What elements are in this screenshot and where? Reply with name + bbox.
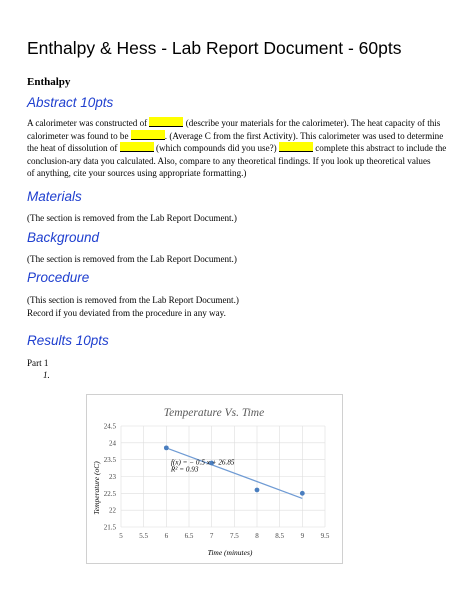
chart-grid (121, 426, 325, 527)
chart-ticks (104, 423, 330, 541)
results-part-label: Part 1 (27, 358, 49, 368)
results-item-number: 1. (43, 370, 50, 380)
procedure-heading: Procedure (27, 270, 90, 285)
procedure-paragraph (27, 294, 452, 319)
abstract-heading: Abstract 10pts (27, 95, 114, 110)
section-subtitle: Enthalpy (27, 76, 71, 88)
y-tick-label: 22.5 (103, 489, 116, 498)
abstract-text: (describe your materials for the calorimeter). The heat capacity of this (183, 118, 441, 128)
abstract-paragraph (27, 117, 452, 180)
trendline-equation: f(x) = − 0.5 x + 26.85 (170, 458, 235, 467)
y-tick-label: 23.5 (103, 456, 116, 465)
data-point (164, 445, 169, 450)
abstract-line (27, 130, 452, 143)
abstract-text: complete this abstract to include the (312, 143, 447, 154)
temperature-chart (86, 394, 343, 564)
abstract-text: conclusion-ary data you calculated. Also, compare to any theoretical findings. If you look up theoretical values (27, 155, 431, 166)
y-tick-label: 24 (109, 439, 116, 448)
abstract-line (27, 167, 452, 180)
x-tick-label: 8 (255, 532, 259, 540)
y-tick-label: 23 (109, 473, 116, 481)
abstract-text: . (Average C from the first Activity). This calorimeter was used to determine (164, 130, 444, 141)
abstract-text: the heat of dissolution of (27, 143, 120, 154)
y-tick-label: 22 (109, 506, 116, 515)
materials-heading: Materials (27, 189, 82, 204)
x-tick-label: 7.5 (229, 532, 239, 540)
chart-svg (87, 395, 342, 563)
x-tick-label: 9.5 (320, 532, 330, 540)
x-tick-label: 6.5 (184, 532, 194, 540)
y-tick-label: 24.5 (103, 422, 116, 431)
abstract-line (27, 155, 452, 168)
fill-in-blank[interactable] (120, 142, 154, 152)
abstract-line (27, 117, 452, 130)
background-text: (The section is removed from the Lab Report Document.) (27, 254, 237, 264)
r-squared-label: R² = 0.93 (170, 465, 199, 474)
data-point (255, 488, 260, 493)
x-tick-label: 5 (119, 532, 123, 540)
materials-text: (The section is removed from the Lab Report Document.) (27, 213, 237, 223)
x-axis-label: Time (minutes) (207, 548, 253, 557)
x-tick-label: 8.5 (275, 532, 285, 540)
abstract-text: (which compounds did you use?) (153, 143, 279, 154)
fill-in-blank[interactable] (131, 130, 165, 140)
abstract-text: calorimeter was found to be (27, 130, 131, 141)
abstract-text: A calorimeter was constructed of (27, 118, 150, 128)
fill-in-blank[interactable] (149, 117, 183, 127)
fill-in-blank[interactable] (279, 142, 313, 152)
data-point (300, 491, 305, 496)
procedure-line: Record if you deviated from the procedure in any way. (27, 307, 226, 318)
x-tick-label: 9 (300, 532, 305, 540)
abstract-text: of anything, cite your sources using appropriate formatting.) (27, 168, 247, 179)
x-tick-label: 5.5 (139, 532, 149, 540)
y-tick-label: 21.5 (103, 523, 116, 532)
y-axis-label: Temperature (oC) (92, 461, 101, 515)
results-heading: Results 10pts (27, 333, 109, 348)
chart-title: Temperature Vs. Time (163, 407, 265, 419)
document-title: Enthalpy & Hess - Lab Report Document - 60pts (27, 38, 402, 58)
x-tick-label: 6 (164, 532, 169, 540)
abstract-line (27, 142, 452, 155)
x-tick-label: 7 (209, 532, 214, 540)
procedure-line: (This section is removed from the Lab Report Document.) (27, 295, 239, 305)
background-heading: Background (27, 230, 100, 245)
